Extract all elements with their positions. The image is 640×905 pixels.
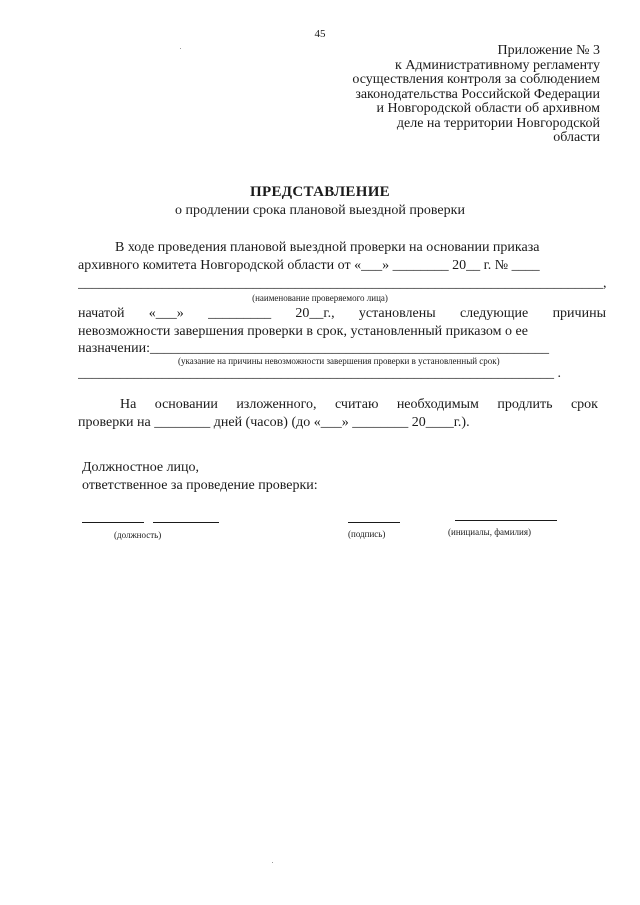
appendix-line: деле на территории Новгородской	[396, 115, 600, 131]
appendix-line: к Административному регламенту	[395, 57, 600, 73]
appendix-line: и Новгородской области об архивном	[376, 101, 600, 116]
signature-line	[348, 522, 400, 523]
position-line-right	[153, 522, 219, 523]
word: «___»	[148, 306, 184, 321]
appendix-header	[352, 44, 600, 146]
word: продлить	[497, 397, 553, 412]
official-title-line-2: ответственное за проведение проверки:	[82, 478, 318, 493]
initials-line	[455, 520, 557, 521]
word: необходимым	[396, 397, 479, 412]
checked-entity-line: ___________________________________________________________________________,	[78, 276, 607, 291]
reasons-line: назначении:_________________________________________________________	[78, 341, 550, 356]
paragraph-1-line-2: архивного комитета Новгородской области от «___» ________ 20__ г. № ____	[78, 258, 540, 273]
page-number: 45	[314, 28, 326, 40]
word: следующие	[459, 306, 529, 321]
word: установлены	[358, 306, 436, 321]
checked-entity-caption: (наименование проверяемого лица)	[252, 293, 388, 303]
signature-caption: (подпись)	[348, 529, 386, 539]
reasons-continuation-line: ____________________________________________________________________ .	[78, 366, 561, 381]
word: срок	[570, 397, 598, 412]
word: На	[120, 397, 137, 412]
word: начатой	[78, 306, 125, 321]
initials-caption: (инициалы, фамилия)	[448, 527, 531, 537]
paragraph-1-line-1: В ходе проведения плановой выездной проверки на основании приказа	[115, 240, 540, 255]
appendix-line: Приложение № 3	[497, 43, 600, 58]
reasons-caption: (указание на причины невозможности завершения проверки в установленный срок)	[178, 356, 500, 366]
paragraph-1-line-5: невозможности завершения проверки в срок, установленный приказом о ее	[78, 324, 528, 339]
document-title: ПРЕДСТАВЛЕНИЕ	[250, 184, 390, 200]
word: причины	[552, 306, 606, 321]
official-title-line-1: Должностное лицо,	[82, 460, 200, 475]
scan-speck	[272, 862, 273, 863]
scan-speck	[180, 48, 181, 49]
paragraph-2-line-1	[120, 397, 598, 413]
document-subtitle: о продлении срока плановой выездной проверки	[175, 203, 465, 218]
word: изложенного,	[236, 397, 317, 412]
word: _________	[208, 306, 272, 321]
appendix-line: области	[553, 130, 600, 145]
appendix-line: осуществления контроля за соблюдением	[352, 72, 600, 87]
word: считаю	[334, 397, 379, 412]
paragraph-2-line-2: проверки на ________ дней (часов) (до «___» ________ 20____г.).	[78, 415, 470, 430]
word: основании	[154, 397, 218, 412]
word: 20__г.,	[295, 306, 335, 321]
paragraph-1-line-4	[78, 306, 606, 322]
appendix-line: законодательства Российской Федерации	[355, 86, 600, 102]
position-caption: (должность)	[114, 530, 162, 540]
position-line-left	[82, 522, 144, 523]
